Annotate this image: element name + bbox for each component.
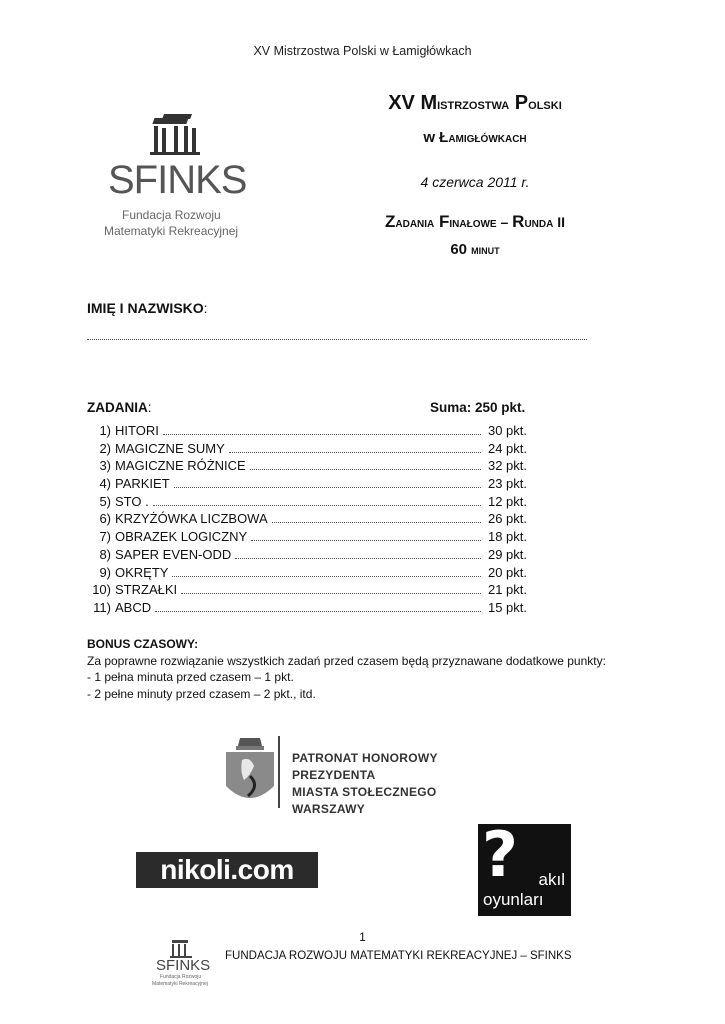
page-footer: FUNDACJA ROZWOJU MATEMATYKI REKREACYJNEJ – SFINKS xyxy=(225,950,572,962)
sfinks-logo-small xyxy=(150,940,212,990)
task-name: ABCD xyxy=(115,599,152,615)
task-list xyxy=(87,423,527,618)
task-points: 30 pkt. xyxy=(487,423,527,438)
sfinks-sub2: Matematyki Rekreacyjnej xyxy=(104,224,239,238)
task-name: PARKIET xyxy=(115,476,170,492)
dot-leader xyxy=(251,540,481,541)
task-row xyxy=(87,529,527,547)
question-mark-icon: ? xyxy=(482,818,518,891)
task-name: SAPER EVEN-ODD xyxy=(115,546,232,562)
title-line-1: XV Mistrzostwa Polski xyxy=(388,92,562,114)
task-name: MAGICZNE RÓŻNICE xyxy=(115,458,246,474)
dot-leader xyxy=(163,434,481,435)
oyunlari-word: oyunları xyxy=(483,890,544,909)
warsaw-coat-of-arms-icon xyxy=(220,736,280,808)
name-input-line[interactable] xyxy=(87,338,587,340)
patronage-line-2: MIASTA STOŁECZNEGO WARSZAWY xyxy=(292,785,437,816)
bonus-line-2: - 1 pełna minuta przed czasem – 1 pkt. xyxy=(87,670,294,684)
honorary-patronage xyxy=(220,736,500,816)
task-number: 3) xyxy=(99,458,111,474)
task-number: 11) xyxy=(93,599,111,615)
task-points: 29 pkt. xyxy=(487,546,527,562)
tasks-heading: ZADANIA: xyxy=(87,400,152,415)
dot-leader xyxy=(153,505,481,506)
task-points: 15 pkt. xyxy=(487,599,527,615)
bonus-title: BONUS CZASOWY: xyxy=(87,637,199,651)
task-number: 4) xyxy=(99,476,111,492)
sfinks-small-sub1: Fundacja Rozwoju xyxy=(160,974,202,980)
dot-leader xyxy=(174,487,481,488)
task-name: OKRĘTY xyxy=(115,564,169,580)
time-bonus xyxy=(87,636,606,702)
dot-leader xyxy=(155,611,481,612)
task-points: 24 pkt. xyxy=(487,440,527,456)
sfinks-sub1: Fundacja Rozwoju xyxy=(122,208,221,222)
task-points: 20 pkt. xyxy=(487,564,527,580)
bonus-line-3: - 2 pełne minuty przed czasem – 2 pkt., itd. xyxy=(87,686,316,701)
task-name: OBRAZEK LOGICZNY xyxy=(115,529,248,545)
nikoli-logo: nikoli.com xyxy=(136,852,318,888)
event-date: 4 czerwca 2011 r. xyxy=(420,174,530,190)
task-name: HITORI xyxy=(115,423,159,438)
sfinks-logo xyxy=(104,114,249,244)
task-points: 12 pkt. xyxy=(487,493,527,509)
total-points: Suma: 250 pkt. xyxy=(430,400,526,415)
patronage-line-1: PATRONAT HONOROWY PREZYDENTA xyxy=(292,751,438,782)
task-points: 21 pkt. xyxy=(487,582,527,598)
task-points: 23 pkt. xyxy=(487,476,527,492)
dot-leader xyxy=(235,558,481,559)
name-label: IMIĘ I NAZWISKO: xyxy=(87,300,208,316)
task-row xyxy=(87,476,527,494)
task-row xyxy=(87,423,527,441)
sfinks-small-brand: SFINKS xyxy=(156,957,211,974)
dot-leader xyxy=(181,593,481,594)
task-number: 10) xyxy=(92,582,111,598)
akil-oyunlari-logo xyxy=(478,818,571,916)
task-name: STRZAŁKI xyxy=(115,582,178,598)
title-line-2: w Łamigłówkach xyxy=(423,129,527,146)
title-line-3: Zadania Finałowe – Runda II xyxy=(384,212,566,231)
title-line-4: 60 minut xyxy=(450,241,500,258)
dot-leader xyxy=(272,522,481,523)
task-number: 8) xyxy=(99,546,111,562)
sfinks-brand: SFINKS xyxy=(108,158,247,202)
task-number: 1) xyxy=(99,423,111,438)
task-number: 6) xyxy=(99,511,111,527)
task-points: 26 pkt. xyxy=(487,511,527,527)
task-row xyxy=(87,582,527,600)
task-row xyxy=(87,600,527,618)
task-points: 32 pkt. xyxy=(487,458,527,474)
sfinks-small-sub2: Matematyki Rekreacyjnej xyxy=(152,981,208,987)
task-name: KRZYŻÓWKA LICZBOWA xyxy=(115,511,268,527)
task-number: 5) xyxy=(99,493,111,509)
task-row xyxy=(87,547,527,565)
task-number: 7) xyxy=(99,529,111,545)
bonus-line-1: Za poprawne rozwiązanie wszystkich zadań przed czasem będą przyznawane dodatkowe punkty: xyxy=(87,653,606,668)
task-number: 2) xyxy=(99,440,111,456)
task-points: 18 pkt. xyxy=(487,529,527,545)
task-row xyxy=(87,458,527,476)
task-row xyxy=(87,565,527,583)
page-header: XV Mistrzostwa Polski w Łamigłówkach xyxy=(253,44,472,58)
akil-word: akıl xyxy=(538,870,565,889)
task-row xyxy=(87,511,527,529)
task-row xyxy=(87,441,527,459)
task-name: STO . xyxy=(115,493,149,509)
dot-leader xyxy=(250,469,481,470)
task-name: MAGICZNE SUMY xyxy=(115,440,225,456)
task-number: 9) xyxy=(99,564,111,580)
task-row xyxy=(87,494,527,512)
page-number: 1 xyxy=(359,930,366,944)
dot-leader xyxy=(229,452,481,453)
dot-leader xyxy=(172,576,481,577)
